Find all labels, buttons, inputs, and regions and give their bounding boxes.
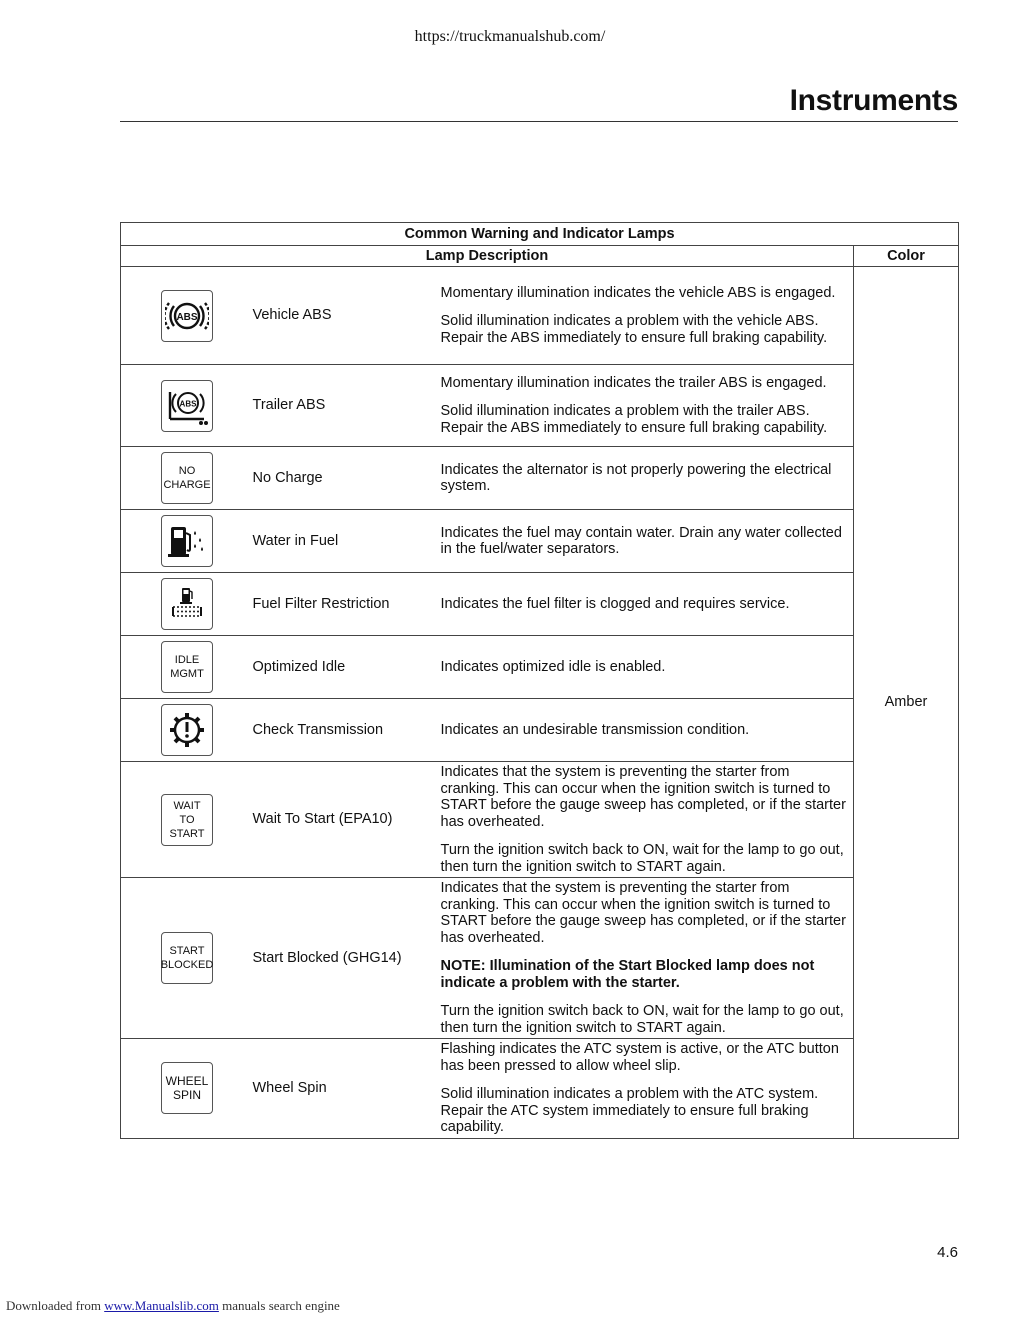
title-divider: [120, 121, 958, 122]
page-number: 4.6: [937, 1244, 958, 1261]
note-text: NOTE: Illumination of the Start Blocked lamp does not indicate a problem with the starter.: [440, 958, 815, 991]
column-header-color: Color: [854, 246, 959, 267]
fuel-filter-icon: [161, 578, 213, 630]
warning-lamps-table: [120, 222, 959, 1139]
table-row: [121, 699, 959, 762]
trailer-abs-icon: [161, 380, 213, 432]
lamp-description: Indicates the alternator is not properly powering the electrical system.: [441, 447, 854, 510]
column-header-description: Lamp Description: [121, 246, 854, 267]
lamp-description: Indicates optimized idle is enabled.: [441, 636, 854, 699]
lamp-description: Indicates the fuel filter is clogged and requires service.: [441, 573, 854, 636]
lamp-name: Start Blocked (GHG14): [251, 878, 441, 1039]
wait-to-start-icon: WAIT TO START: [161, 794, 213, 846]
start-blocked-icon: START BLOCKED: [161, 932, 213, 984]
lamp-name: Optimized Idle: [251, 636, 441, 699]
lamp-description: Indicates the fuel may contain water. Drain any water collected in the fuel/water separators.: [441, 510, 854, 573]
lamp-name: Wheel Spin: [251, 1039, 441, 1139]
svg-text:ABS: ABS: [176, 311, 198, 323]
lamp-name: Trailer ABS: [251, 365, 441, 447]
idle-mgmt-icon: IDLE MGMT: [161, 641, 213, 693]
table-row: [121, 365, 959, 447]
table-row: [121, 762, 959, 878]
lamp-name: Check Transmission: [251, 699, 441, 762]
lamp-description: Indicates an undesirable transmission condition.: [441, 699, 854, 762]
lamp-color: Amber: [854, 267, 959, 1139]
lamp-name: Wait To Start (EPA10): [251, 762, 441, 878]
table-row: [121, 1039, 959, 1139]
download-footer: [6, 1298, 340, 1314]
table-row: [121, 447, 959, 510]
no-charge-icon: NO CHARGE: [161, 452, 213, 504]
lamp-description: Indicates that the system is preventing the starter from cranking. This can occur when the ignition switch is turned to START before the gauge sweep has completed, or if the starter has overheated. NOTE: Illumination of the Start Blocked lamp does not indicate a problem with the starter. Turn the ignition switch back to ON, wait for the lamp to go out, then turn the ignition switch to START again.: [441, 878, 854, 1039]
water-in-fuel-icon: [161, 515, 213, 567]
source-url: https://truckmanualshub.com/: [414, 28, 606, 45]
lamp-name: Water in Fuel: [251, 510, 441, 573]
lamp-description: Indicates that the system is preventing the starter from cranking. This can occur when the ignition switch is turned to START before the gauge sweep has completed, or if the starter has overheated. Turn the ignition switch back to ON, wait for the lamp to go out, then turn the ignition switch to START again.: [441, 762, 854, 878]
check-transmission-icon: [161, 704, 213, 756]
lamp-name: Vehicle ABS: [251, 267, 441, 365]
page-title: Instruments: [789, 84, 958, 117]
lamp-description: Flashing indicates the ATC system is active, or the ATC button has been pressed to allow wheel slip. Solid illumination indicates a problem with the ATC system. Repair the ATC system immediately to ensure full braking capability.: [441, 1039, 854, 1139]
svg-text:ABS: ABS: [179, 399, 197, 408]
table-row: [121, 573, 959, 636]
table-row: [121, 878, 959, 1039]
table-row: [121, 510, 959, 573]
lamp-name: Fuel Filter Restriction: [251, 573, 441, 636]
lamp-description: Momentary illumination indicates the trailer ABS is engaged. Solid illumination indicates a problem with the trailer ABS. Repair the ABS immediately to ensure full braking capability.: [441, 365, 854, 447]
footer-suffix: manuals search engine: [218, 1298, 340, 1313]
lamp-description: Momentary illumination indicates the vehicle ABS is engaged. Solid illumination indicates a problem with the vehicle ABS. Repair the ABS immediately to ensure full braking capability.: [441, 267, 854, 365]
wheel-spin-icon: WHEEL SPIN: [161, 1062, 213, 1114]
footer-prefix: Downloaded from: [6, 1298, 105, 1313]
manualslib-link[interactable]: www.Manualslib.com: [104, 1298, 219, 1313]
abs-icon: [161, 290, 213, 342]
table-row: [121, 267, 959, 365]
table-row: [121, 636, 959, 699]
table-caption: Common Warning and Indicator Lamps: [121, 223, 959, 246]
lamp-name: No Charge: [251, 447, 441, 510]
